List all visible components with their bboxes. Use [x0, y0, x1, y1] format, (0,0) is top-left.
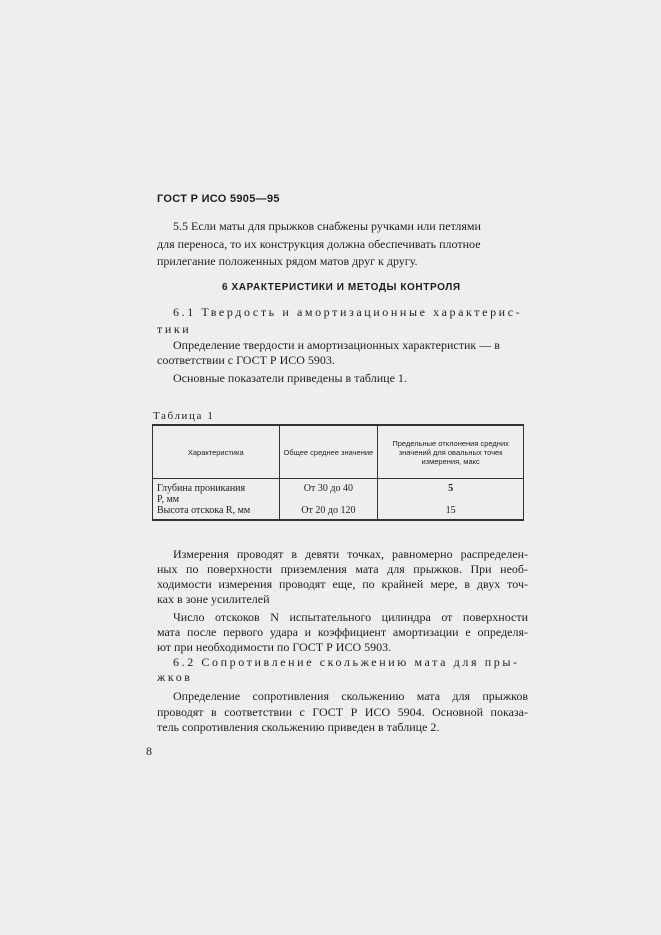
table-cell-name-line-2: P, мм [157, 494, 180, 505]
table-row [153, 479, 524, 506]
table-cell-name: Высота отскока R, мм [153, 505, 280, 520]
table-cell-average: От 20 до 120 [279, 505, 378, 520]
para-5-5-line-3: прилегание положенных рядом матов друг к другу. [157, 254, 418, 268]
table-cell-name-line-1: Глубина проникания [157, 483, 246, 494]
subsection-6-1-text-line-2: соответствии с ГОСТ Р ИСО 5903. [157, 353, 335, 367]
table-cell-limit: 5 [378, 479, 524, 506]
para-bounce-line-3: ют при необходимости по ГОСТ Р ИСО 5903. [157, 640, 392, 654]
subsection-6-2-text-line-3: тель сопротивления скольжению приведен в таблице 2. [157, 720, 440, 734]
table-cell-name [153, 479, 280, 506]
table-1-label: Таблица 1 [153, 410, 215, 422]
table-header-average: Общее среднее значение [279, 425, 378, 479]
subsection-6-1-text-line-1: Определение твердости и амортизационных характеристик — в [173, 338, 500, 352]
table-row [153, 505, 524, 520]
subsection-6-1-title-line-2: тики [157, 322, 192, 336]
table-1 [152, 424, 524, 521]
section-6-heading: 6 ХАРАКТЕРИСТИКИ И МЕТОДЫ КОНТРОЛЯ [222, 282, 461, 293]
table-header-characteristic: Характеристика [153, 425, 280, 479]
page-number: 8 [146, 744, 152, 758]
document-header: ГОСТ Р ИСО 5905—95 [157, 193, 280, 205]
para-measure-line-3: ходимости измерения проводят еще, по крайней мере, в двух точ- [157, 577, 528, 591]
table-cell-limit: 15 [378, 505, 524, 520]
para-bounce-line-2: мата после первого удара и коэффициент амортизации e определя- [157, 625, 528, 639]
para-measure-line-1: Измерения проводят в девяти точках, равномерно распределен- [173, 547, 528, 561]
subsection-6-2-title-line-2: жков [157, 670, 193, 684]
para-bounce-line-1: Число отскоков N испытательного цилиндра от поверхности [173, 610, 528, 624]
subsection-6-2-text-line-1: Определение сопротивления скольжению мата для прыжков [173, 689, 528, 703]
table-header-row [153, 425, 524, 479]
subsection-6-1-title-line-1: 6.1 Твердость и амортизационные характерис- [173, 305, 523, 319]
para-measure-line-2: ных по поверхности приземления мата для прыжков. При необ- [157, 562, 528, 576]
subsection-6-2-text-line-2: проводят в соответствии с ГОСТ Р ИСО 5904. Основной показа- [157, 705, 528, 719]
subsection-6-2-title-line-1: 6.2 Сопротивление скольжению мата для пры- [173, 655, 520, 669]
table-header-limit: Предельные отклонения средних значений для овальных точек измерения, макс [378, 425, 524, 479]
para-measure-line-4: ках в зоне усилителей [157, 592, 270, 606]
para-5-5-line-1: 5.5 Если маты для прыжков снабжены ручками или петлями [173, 219, 481, 233]
table-cell-average: От 30 до 40 [279, 479, 378, 506]
subsection-6-1-text-line-3: Основные показатели приведены в таблице 1. [173, 371, 407, 385]
para-5-5-line-2: для переноса, то их конструкция должна обеспечивать плотное [157, 237, 481, 251]
